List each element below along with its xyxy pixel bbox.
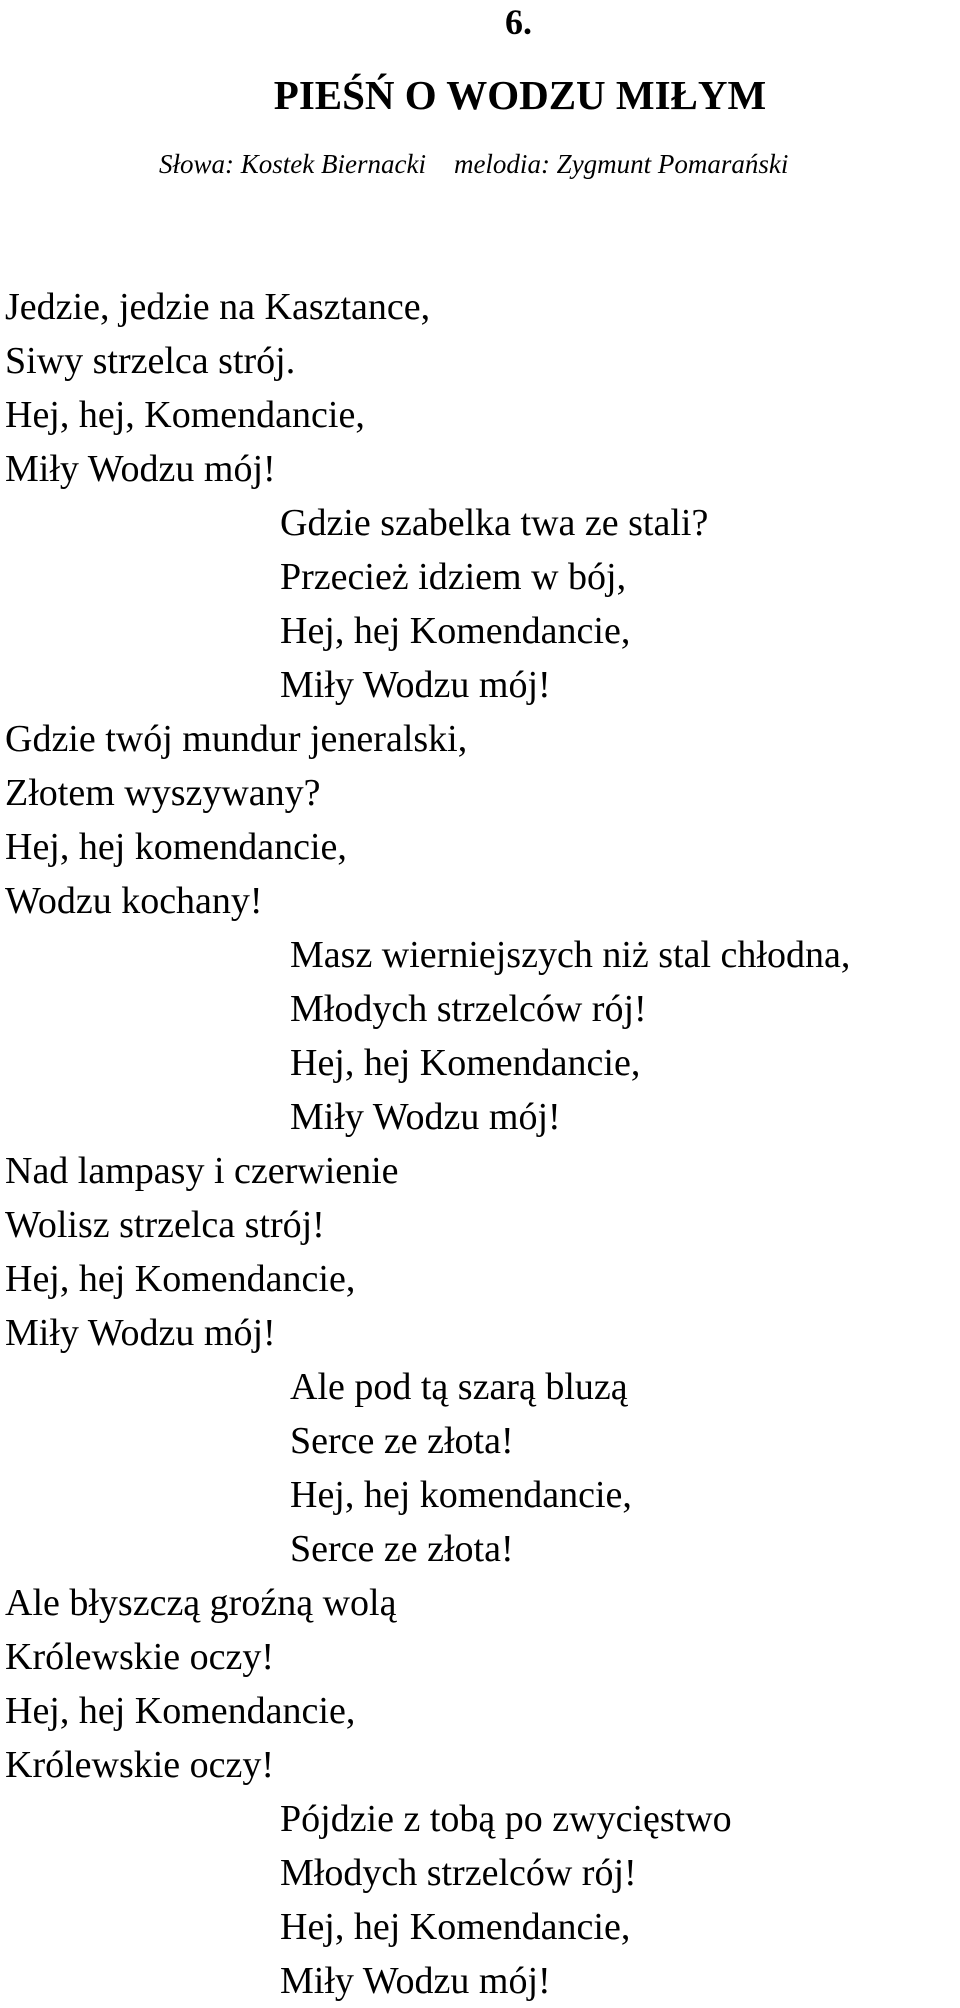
verse-line: Pójdzie z tobą po zwycięstwo [280, 1798, 732, 1840]
verse-line: Ale błyszczą groźną wolą [5, 1582, 397, 1624]
verse-line: Miły Wodzu mój! [5, 1312, 276, 1354]
stanza-8 [280, 1792, 732, 2008]
verse-line: Gdzie szabelka twa ze stali? [280, 502, 709, 544]
page-number: 6. [505, 2, 532, 42]
verse-line: Miły Wodzu mój! [290, 1096, 561, 1138]
verse-line: Jedzie, jedzie na Kasztance, [5, 286, 431, 328]
verse-line: Nad lampasy i czerwienie [5, 1150, 399, 1192]
verse-line: Hej, hej Komendancie, [280, 610, 631, 652]
verse-line: Hej, hej Komendancie, [290, 1042, 641, 1084]
verse-line: Młodych strzelców rój! [290, 988, 647, 1030]
stanza-6 [290, 1360, 632, 1576]
stanza-2 [280, 496, 708, 712]
stanza-1 [5, 280, 430, 496]
song-credits [159, 146, 788, 182]
verse-line: Miły Wodzu mój! [280, 664, 551, 706]
verse-line: Hej, hej Komendancie, [5, 1690, 356, 1732]
verse-line: Hej, hej Komendancie, [280, 1906, 631, 1948]
verse-line: Hej, hej, Komendancie, [5, 394, 365, 436]
verse-line: Przecież idziem w bój, [280, 556, 627, 598]
stanza-7 [5, 1576, 396, 1792]
verse-line: Serce ze złota! [290, 1420, 514, 1462]
verse-line: Serce ze złota! [290, 1528, 514, 1570]
melody-credit: melodia: Zygmunt Pomarański [453, 149, 789, 179]
stanza-5 [5, 1144, 399, 1360]
stanza-3 [5, 712, 467, 928]
verse-line: Złotem wyszywany? [5, 772, 321, 814]
verse-line: Królewskie oczy! [5, 1744, 275, 1786]
verse-line: Hej, hej komendancie, [290, 1474, 632, 1516]
verse-line: Młodych strzelców rój! [280, 1852, 637, 1894]
verse-line: Hej, hej Komendancie, [5, 1258, 356, 1300]
verse-line: Królewskie oczy! [5, 1636, 275, 1678]
verse-line: Miły Wodzu mój! [5, 448, 276, 490]
song-title: PIEŚŃ O WODZU MIŁYM [273, 72, 767, 118]
stanza-4 [290, 928, 850, 1144]
lyrics-credit: Słowa: Kostek Biernacki [159, 149, 426, 179]
verse-line: Ale pod tą szarą bluzą [290, 1366, 628, 1408]
verse-line: Gdzie twój mundur jeneralski, [5, 718, 468, 760]
verse-line: Masz wierniejszych niż stal chłodna, [290, 934, 851, 976]
verse-line: Hej, hej komendancie, [5, 826, 347, 868]
verse-line: Miły Wodzu mój! [280, 1960, 551, 2002]
verse-line: Wodzu kochany! [5, 880, 263, 922]
verse-line: Wolisz strzelca strój! [5, 1204, 325, 1246]
verse-line: Siwy strzelca strój. [5, 340, 296, 382]
